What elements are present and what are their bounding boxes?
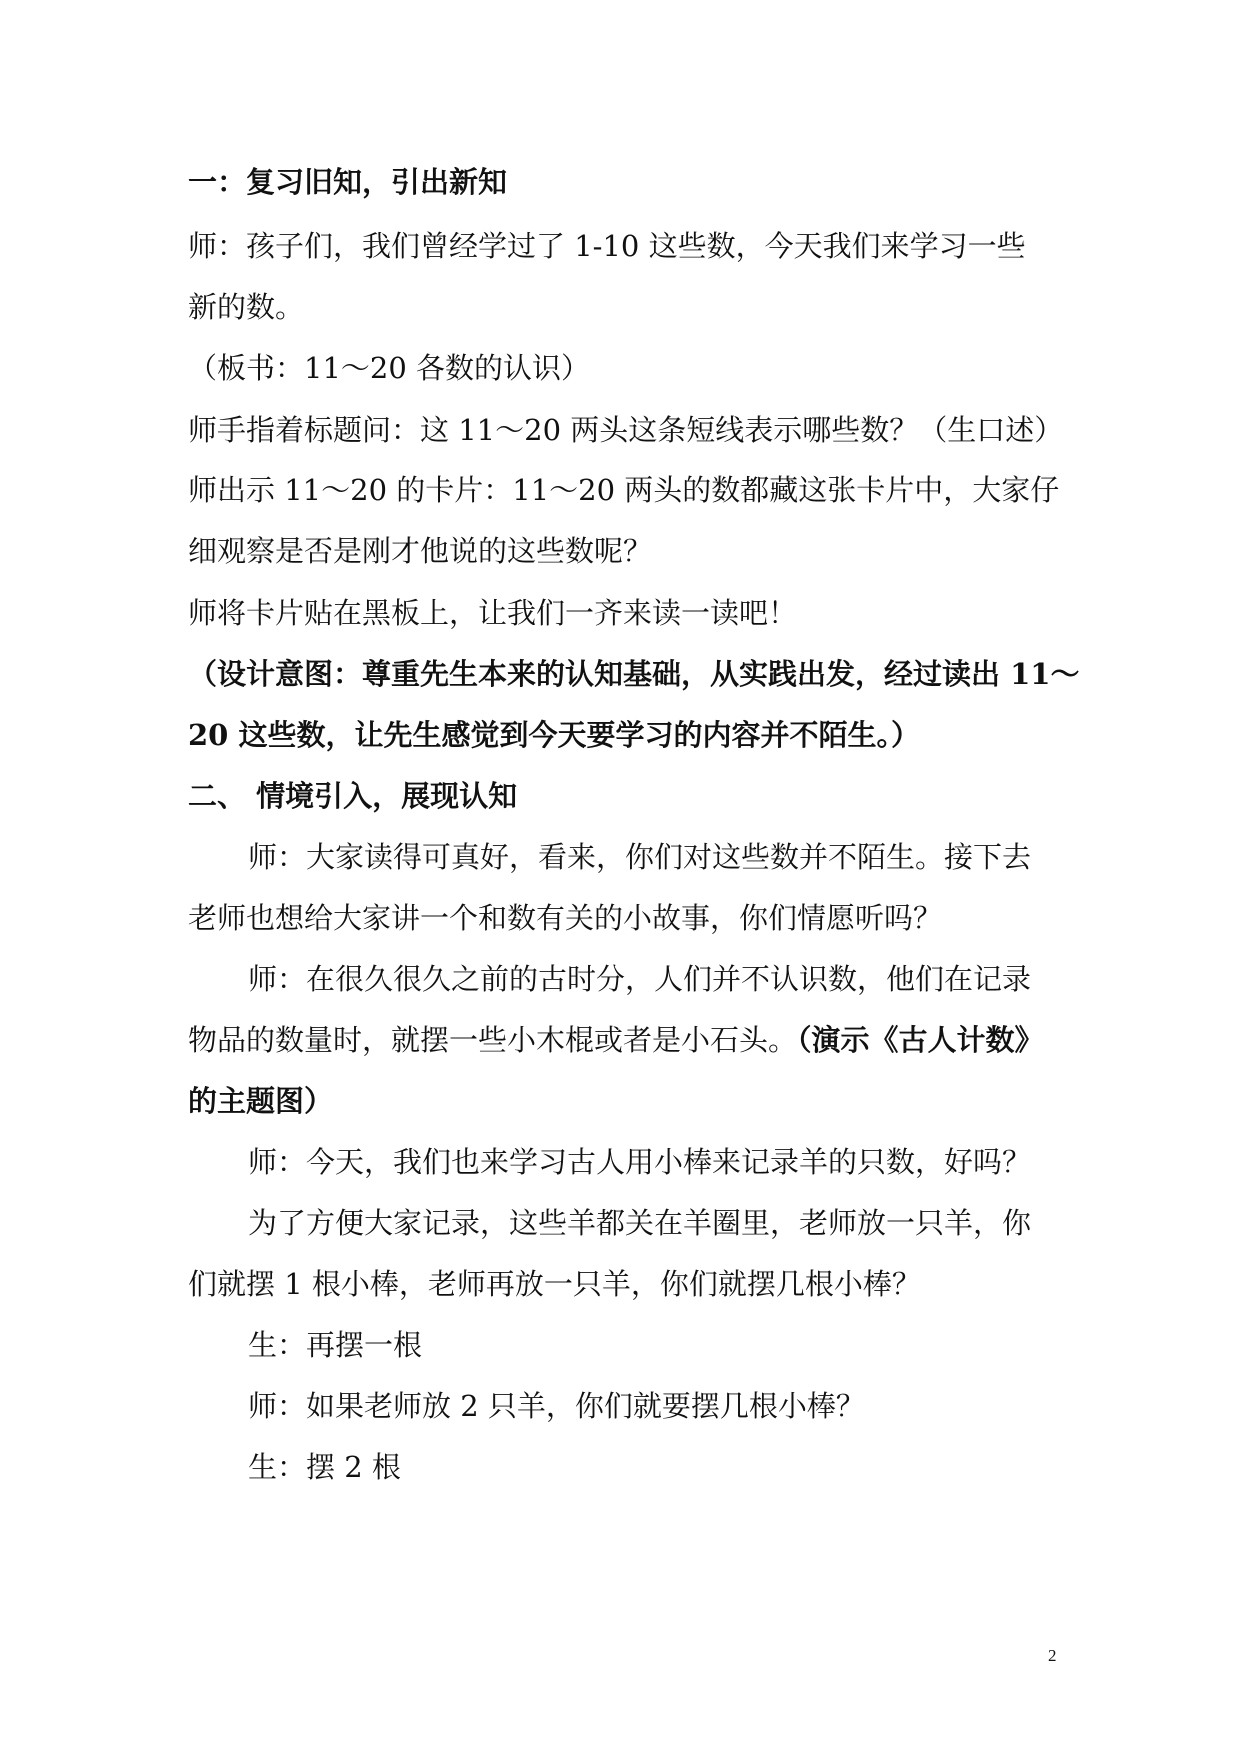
demo-note: （演示《古人计数》 <box>797 1023 1044 1057</box>
paragraph-line: 师：大家读得可真好，看来，你们对这些数并不陌生。接下去 <box>248 840 1032 874</box>
paragraph-line: 老师也想给大家讲一个和数有关的小故事，你们情愿听吗？ <box>188 901 943 935</box>
paragraph-line: 为了方便大家记录，这些羊都关在羊圈里，老师放一只羊，你 <box>248 1206 1032 1240</box>
demo-note-continued: 的主题图） <box>188 1084 334 1118</box>
paragraph-line: 师将卡片贴在黑板上，让我们一齐来读一读吧！ <box>188 596 798 630</box>
line-text: 物品的数量时，就摆一些小木棍或者是小石头。 <box>188 1023 798 1057</box>
dialogue-line: 生：再摆一根 <box>248 1328 423 1362</box>
section-heading-1: 一：复习旧知，引出新知 <box>188 165 508 199</box>
paragraph-line <box>188 1020 1044 1060</box>
paragraph-line: 师：在很久很久之前的古时分，人们并不认识数，他们在记录 <box>248 962 1032 996</box>
paragraph-line: 师出示 11～20 的卡片：11～20 两头的数都藏这张卡片中，大家仔 <box>188 473 1060 507</box>
paragraph-line: （板书：11～20 各数的认识） <box>188 351 591 385</box>
dialogue-line: 生：摆 2 根 <box>248 1450 401 1484</box>
paragraph-line: 新的数。 <box>188 290 305 324</box>
paragraph-line: 师：今天，我们也来学习古人用小棒来记录羊的只数，好吗？ <box>248 1145 1032 1179</box>
paragraph-line: 师手指着标题问：这 11～20 两头这条短线表示哪些数？（生口述） <box>188 413 1064 447</box>
paragraph-line: 细观察是否是刚才他说的这些数呢？ <box>188 534 653 568</box>
section-heading-2: 二、 情境引入，展现认知 <box>188 779 518 813</box>
design-intent-line: 20 这些数，让先生感觉到今天要学习的内容并不陌生。） <box>188 718 920 752</box>
page-number: 2 <box>1048 1646 1057 1665</box>
dialogue-line: 师：如果老师放 2 只羊，你们就要摆几根小棒？ <box>248 1389 865 1423</box>
design-intent-line: （设计意图：尊重先生本来的认知基础，从实践出发，经过读出 11～ <box>188 657 1080 691</box>
paragraph-line: 师：孩子们，我们曾经学过了 1-10 这些数，今天我们来学习一些 <box>188 229 1026 263</box>
paragraph-line: 们就摆 1 根小棒，老师再放一只羊，你们就摆几根小棒？ <box>188 1267 921 1301</box>
